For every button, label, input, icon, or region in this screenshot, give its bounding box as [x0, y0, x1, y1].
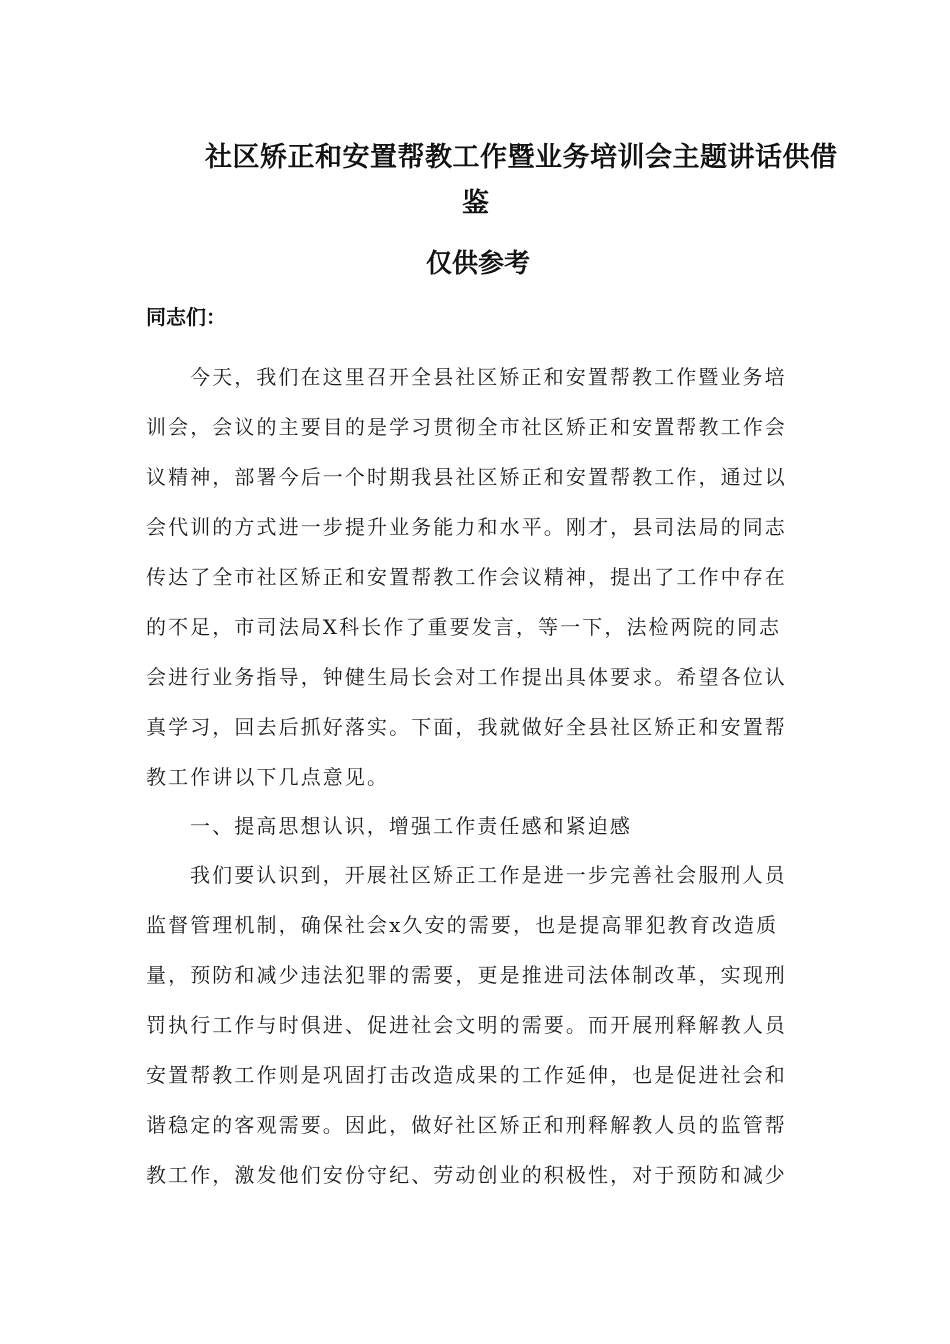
document-title-line-2: 鉴	[462, 188, 489, 219]
document-subtitle: 仅供参考	[426, 249, 531, 279]
document-title-line-1: 社区矫正和安置帮教工作暨业务培训会主题讲话供借	[205, 142, 838, 173]
paragraph-line: 我们要认识到，开展社区矫正工作是进一步完善社会服刑人员	[190, 863, 787, 887]
paragraph-line: 会进行业务指导，钟健生局长会对工作提出具体要求。希望各位认	[146, 665, 787, 689]
paragraph-line: 传达了全市社区矫正和安置帮教工作会议精神，提出了工作中存在	[146, 565, 787, 589]
salutation: 同志们：	[146, 305, 226, 329]
paragraph-line: 监督管理机制，确保社会x久安的需要，也是提高罪犯教育改造质	[146, 913, 779, 937]
paragraph-line: 议精神，部署今后一个时期我县社区矫正和安置帮教工作，通过以	[146, 465, 787, 489]
paragraph-line: 今天，我们在这里召开全县社区矫正和安置帮教工作暨业务培	[190, 365, 787, 389]
paragraph-line: 训会，会议的主要目的是学习贯彻全市社区矫正和安置帮教工作会	[146, 415, 787, 439]
paragraph-line: 真学习，回去后抓好落实。下面，我就做好全县社区矫正和安置帮	[146, 715, 787, 739]
paragraph-line: 的不足，市司法局X科长作了重要发言，等一下，法检两院的同志	[146, 615, 782, 639]
paragraph-line: 教工作讲以下几点意见。	[146, 765, 390, 789]
paragraph-line: 安置帮教工作则是巩固打击改造成果的工作延伸，也是促进社会和	[146, 1063, 787, 1087]
paragraph-line: 会代训的方式进一步提升业务能力和水平。刚才，县司法局的同志	[146, 515, 787, 539]
paragraph-line: 量，预防和减少违法犯罪的需要，更是推进司法体制改革，实现刑	[146, 963, 787, 987]
paragraph-line: 教工作，激发他们安份守纪、劳动创业的积极性，对于预防和减少	[146, 1163, 787, 1187]
paragraph-line: 谐稳定的客观需要。因此，做好社区矫正和刑释解教人员的监管帮	[146, 1113, 787, 1137]
paragraph-line: 罚执行工作与时俱进、促进社会文明的需要。而开展刑释解教人员	[146, 1013, 787, 1037]
section-heading: 一、提高思想认识，增强工作责任感和紧迫感	[190, 814, 632, 838]
